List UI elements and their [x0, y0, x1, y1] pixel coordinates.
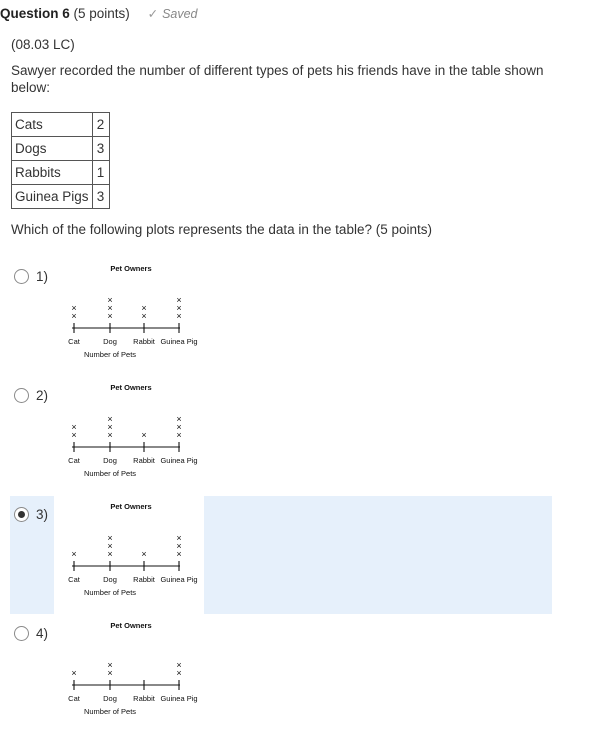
data-point: × — [71, 303, 77, 313]
tick-label: Cat — [68, 456, 80, 465]
tick-label: Guinea Pig — [160, 694, 198, 703]
tick-label: Dog — [103, 337, 117, 346]
question-points: (5 points) — [73, 6, 130, 21]
data-point: × — [176, 668, 182, 678]
data-point: × — [107, 422, 113, 432]
tick-label: Rabbit — [133, 694, 155, 703]
data-point: × — [71, 668, 77, 678]
answer-option-4[interactable] — [10, 615, 552, 733]
data-point: × — [176, 311, 182, 321]
data-point: × — [176, 541, 182, 551]
data-point: × — [71, 311, 77, 321]
plot-title: Pet Owners — [110, 502, 152, 511]
axis-label: Number of Pets — [83, 588, 137, 597]
data-point: × — [107, 533, 113, 543]
pets-table — [11, 112, 110, 209]
data-point: × — [71, 422, 77, 432]
data-point: × — [107, 541, 113, 551]
table-cell-label: Dogs — [12, 137, 93, 161]
axis-label: Number of Pets — [83, 707, 137, 716]
question-ask: Which of the following plots represents the data in the table? (5 points) — [11, 222, 432, 237]
data-point: × — [176, 549, 182, 559]
tick-label: Dog — [103, 456, 117, 465]
tick-label: Rabbit — [133, 456, 155, 465]
data-point: × — [141, 549, 147, 559]
data-point: × — [176, 422, 182, 432]
option-label: 2) — [36, 388, 49, 403]
data-point: × — [107, 311, 113, 321]
radio-selected-dot — [18, 511, 25, 518]
data-point: × — [107, 414, 113, 424]
data-point: × — [141, 430, 147, 440]
axis-label: Number of Pets — [83, 469, 137, 478]
table-cell-value: 3 — [92, 137, 109, 161]
dot-plot-svg — [54, 615, 204, 733]
answer-option-2[interactable] — [10, 377, 552, 495]
tick-label: Rabbit — [133, 575, 155, 584]
plot-title: Pet Owners — [110, 383, 152, 392]
data-point: × — [141, 303, 147, 313]
option-label: 3) — [36, 507, 49, 522]
radio-button[interactable] — [14, 388, 29, 403]
data-point: × — [107, 668, 113, 678]
question-code: (08.03 LC) — [11, 37, 75, 52]
table-cell-value: 3 — [92, 185, 109, 209]
option-label: 4) — [36, 626, 49, 641]
tick-label: Dog — [103, 694, 117, 703]
table-cell-label: Guinea Pigs — [12, 185, 93, 209]
data-point: × — [176, 414, 182, 424]
question-header — [0, 6, 198, 21]
table-row — [12, 113, 110, 137]
tick-label: Guinea Pig — [160, 456, 198, 465]
data-point: × — [176, 430, 182, 440]
tick-label: Cat — [68, 575, 80, 584]
tick-label: Guinea Pig — [160, 337, 198, 346]
data-point: × — [107, 295, 113, 305]
dot-plot — [54, 377, 204, 495]
data-point: × — [176, 660, 182, 670]
data-point: × — [107, 303, 113, 313]
data-point: × — [71, 430, 77, 440]
table-row — [12, 161, 110, 185]
dot-plot — [54, 258, 204, 376]
check-icon: ✓ — [147, 7, 159, 21]
data-point: × — [107, 549, 113, 559]
data-point: × — [141, 311, 147, 321]
saved-label: Saved — [162, 7, 198, 21]
dot-plot — [54, 615, 204, 733]
table-cell-label: Cats — [12, 113, 93, 137]
data-point: × — [176, 533, 182, 543]
radio-button[interactable] — [14, 626, 29, 641]
table-row — [12, 137, 110, 161]
table-cell-value: 1 — [92, 161, 109, 185]
tick-label: Rabbit — [133, 337, 155, 346]
data-point: × — [176, 303, 182, 313]
saved-status — [148, 7, 198, 21]
plot-title: Pet Owners — [110, 264, 152, 273]
table-cell-value: 2 — [92, 113, 109, 137]
answer-option-1[interactable] — [10, 258, 552, 376]
data-point: × — [71, 549, 77, 559]
table-cell-label: Rabbits — [12, 161, 93, 185]
plot-title: Pet Owners — [110, 621, 152, 630]
dot-plot-svg — [54, 258, 204, 376]
tick-label: Guinea Pig — [160, 575, 198, 584]
data-point: × — [107, 660, 113, 670]
question-prompt: Sawyer recorded the number of different types of pets his friends have in the table shown below: — [11, 63, 544, 95]
dot-plot — [54, 496, 204, 614]
dot-plot-svg — [54, 377, 204, 495]
table-row — [12, 185, 110, 209]
dot-plot-svg — [54, 496, 204, 614]
radio-button[interactable] — [14, 269, 29, 284]
tick-label: Cat — [68, 694, 80, 703]
tick-label: Dog — [103, 575, 117, 584]
tick-label: Cat — [68, 337, 80, 346]
answer-option-3[interactable] — [10, 496, 552, 614]
data-point: × — [107, 430, 113, 440]
axis-label: Number of Pets — [83, 350, 137, 359]
option-label: 1) — [36, 269, 49, 284]
data-point: × — [176, 295, 182, 305]
question-title: Question 6 — [0, 6, 70, 21]
radio-button[interactable] — [14, 507, 29, 522]
